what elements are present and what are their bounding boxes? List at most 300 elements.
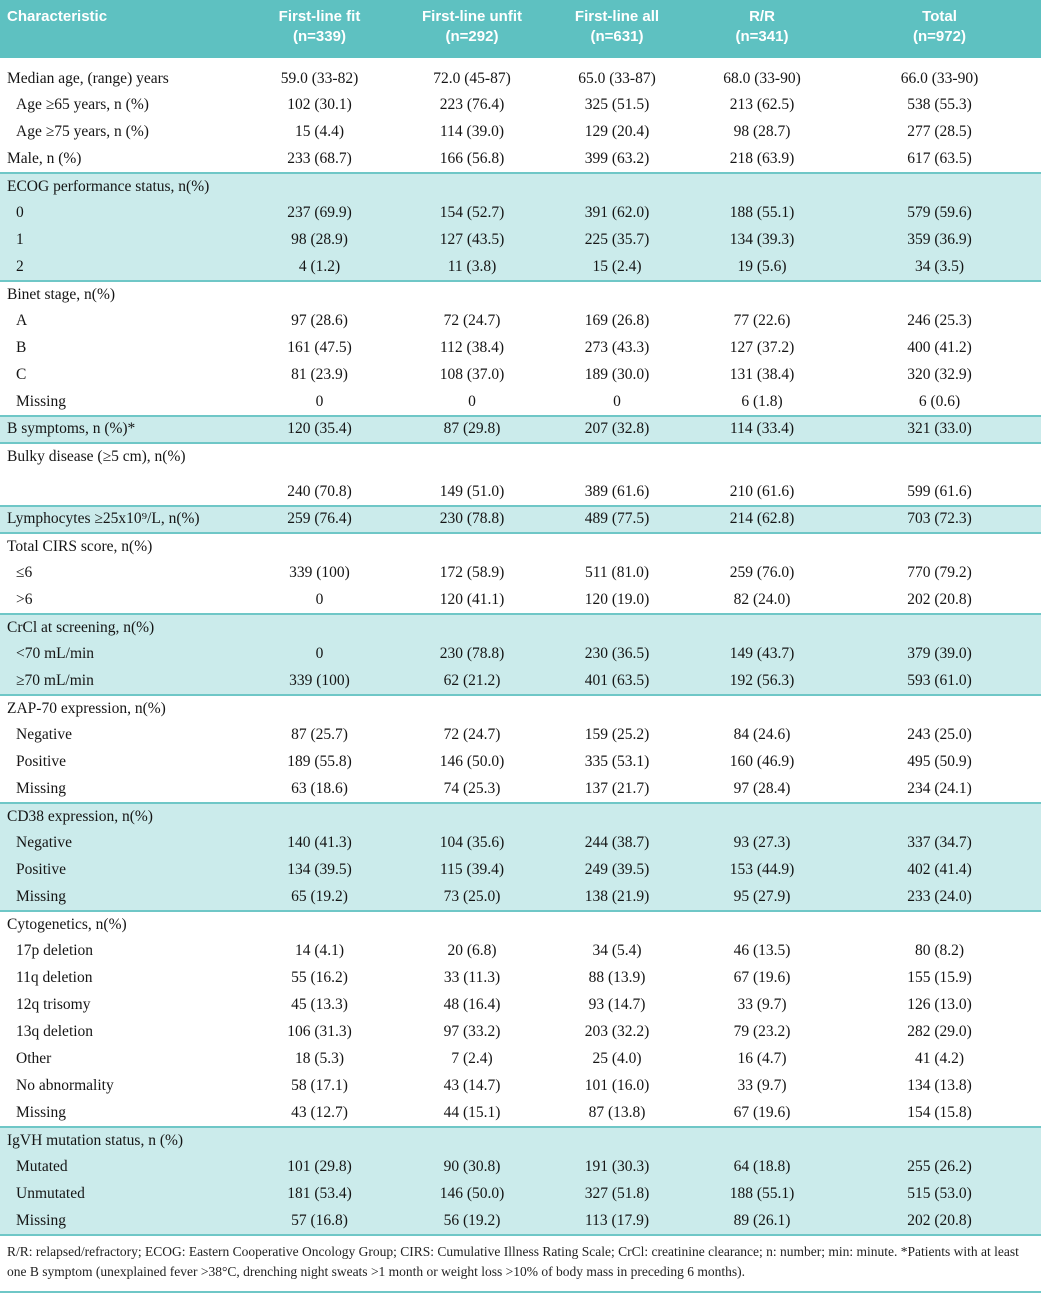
cell: 134 (39.3) bbox=[686, 227, 838, 254]
row-label: 11q deletion bbox=[0, 965, 243, 992]
row-label: C bbox=[0, 362, 243, 389]
cell: 0 bbox=[243, 587, 396, 614]
cell: 0 bbox=[243, 389, 396, 416]
cell: 225 (35.7) bbox=[548, 227, 686, 254]
cell: 34 (5.4) bbox=[548, 938, 686, 965]
cell: 102 (30.1) bbox=[243, 92, 396, 119]
cell: 218 (63.9) bbox=[686, 146, 838, 173]
row-label: No abnormality bbox=[0, 1073, 243, 1100]
table-row bbox=[0, 695, 1041, 722]
cell bbox=[686, 173, 838, 200]
cell: 4 (1.2) bbox=[243, 254, 396, 281]
table-row bbox=[0, 533, 1041, 560]
table-row bbox=[0, 119, 1041, 146]
table-row bbox=[0, 1100, 1041, 1127]
column-n: (n=341) bbox=[690, 27, 834, 47]
table-row bbox=[0, 911, 1041, 938]
cell bbox=[396, 173, 548, 200]
row-label: IgVH mutation status, n (%) bbox=[0, 1127, 243, 1154]
table-row bbox=[0, 668, 1041, 695]
cell: 160 (46.9) bbox=[686, 749, 838, 776]
row-label: Missing bbox=[0, 389, 243, 416]
table-row bbox=[0, 308, 1041, 335]
cell: 599 (61.6) bbox=[838, 470, 1041, 506]
cell: 202 (20.8) bbox=[838, 1208, 1041, 1235]
cell: 120 (41.1) bbox=[396, 587, 548, 614]
cell: 213 (62.5) bbox=[686, 92, 838, 119]
cell bbox=[243, 695, 396, 722]
cell: 146 (50.0) bbox=[396, 749, 548, 776]
table-row bbox=[0, 281, 1041, 308]
table-header bbox=[0, 0, 1041, 58]
table-row bbox=[0, 92, 1041, 119]
cell bbox=[548, 695, 686, 722]
row-label: Male, n (%) bbox=[0, 146, 243, 173]
cell: 391 (62.0) bbox=[548, 200, 686, 227]
cell bbox=[686, 911, 838, 938]
cell: 320 (32.9) bbox=[838, 362, 1041, 389]
cell bbox=[243, 281, 396, 308]
cell: 57 (16.8) bbox=[243, 1208, 396, 1235]
cell: 82 (24.0) bbox=[686, 587, 838, 614]
cell: 593 (61.0) bbox=[838, 668, 1041, 695]
column-label: First-line unfit bbox=[400, 7, 544, 27]
cell bbox=[548, 614, 686, 641]
cell: 489 (77.5) bbox=[548, 506, 686, 533]
table-row bbox=[0, 1073, 1041, 1100]
table-row bbox=[0, 965, 1041, 992]
cell: 149 (43.7) bbox=[686, 641, 838, 668]
cell: 18 (5.3) bbox=[243, 1046, 396, 1073]
cell: 234 (24.1) bbox=[838, 776, 1041, 803]
table-row bbox=[0, 470, 1041, 506]
row-label: Missing bbox=[0, 884, 243, 911]
cell bbox=[686, 443, 838, 470]
cell: 400 (41.2) bbox=[838, 335, 1041, 362]
table-row bbox=[0, 227, 1041, 254]
cell bbox=[838, 803, 1041, 830]
cell: 64 (18.8) bbox=[686, 1154, 838, 1181]
row-label: 2 bbox=[0, 254, 243, 281]
cell: 359 (36.9) bbox=[838, 227, 1041, 254]
row-label: Missing bbox=[0, 1208, 243, 1235]
cell: 97 (28.4) bbox=[686, 776, 838, 803]
cell bbox=[396, 443, 548, 470]
cell: 402 (41.4) bbox=[838, 857, 1041, 884]
cell: 172 (58.9) bbox=[396, 560, 548, 587]
cell: 154 (52.7) bbox=[396, 200, 548, 227]
column-header-first-line-all bbox=[548, 0, 686, 58]
cell: 511 (81.0) bbox=[548, 560, 686, 587]
row-label: 12q trisomy bbox=[0, 992, 243, 1019]
cell: 379 (39.0) bbox=[838, 641, 1041, 668]
column-label: First-line fit bbox=[247, 7, 392, 27]
table-row bbox=[0, 803, 1041, 830]
cell: 127 (37.2) bbox=[686, 335, 838, 362]
cell bbox=[838, 281, 1041, 308]
cell: 68.0 (33-90) bbox=[686, 58, 838, 92]
table-row bbox=[0, 443, 1041, 470]
row-label: Negative bbox=[0, 722, 243, 749]
cell: 273 (43.3) bbox=[548, 335, 686, 362]
row-label: Positive bbox=[0, 857, 243, 884]
cell: 538 (55.3) bbox=[838, 92, 1041, 119]
cell: 230 (78.8) bbox=[396, 641, 548, 668]
row-label bbox=[0, 470, 243, 506]
cell: 138 (21.9) bbox=[548, 884, 686, 911]
cell: 770 (79.2) bbox=[838, 560, 1041, 587]
row-label: CrCl at screening, n(%) bbox=[0, 614, 243, 641]
table-footnote: R/R: relapsed/refractory; ECOG: Eastern Cooperative Oncology Group; CIRS: Cumulative Illness Rating Scale; CrCl: creatinine clearance; n: number; min: minute. *Patients with at least one B symptom (unexplained fever >38°C, drenching night sweats >1 month or weight loss >10% of body mass in preceding 6 months). bbox=[0, 1236, 1041, 1293]
cell: 72.0 (45-87) bbox=[396, 58, 548, 92]
cell: 7 (2.4) bbox=[396, 1046, 548, 1073]
cell: 166 (56.8) bbox=[396, 146, 548, 173]
cell: 45 (13.3) bbox=[243, 992, 396, 1019]
cell bbox=[243, 911, 396, 938]
cell: 146 (50.0) bbox=[396, 1181, 548, 1208]
table-row bbox=[0, 1019, 1041, 1046]
row-label: Age ≥65 years, n (%) bbox=[0, 92, 243, 119]
cell: 495 (50.9) bbox=[838, 749, 1041, 776]
cell: 87 (29.8) bbox=[396, 416, 548, 443]
cell: 389 (61.6) bbox=[548, 470, 686, 506]
row-label: Total CIRS score, n(%) bbox=[0, 533, 243, 560]
cell: 114 (33.4) bbox=[686, 416, 838, 443]
cell: 97 (28.6) bbox=[243, 308, 396, 335]
cell: 90 (30.8) bbox=[396, 1154, 548, 1181]
cell: 33 (9.7) bbox=[686, 992, 838, 1019]
cell bbox=[548, 533, 686, 560]
cell bbox=[243, 803, 396, 830]
cell: 114 (39.0) bbox=[396, 119, 548, 146]
column-n: (n=972) bbox=[842, 27, 1037, 47]
row-label: Median age, (range) years bbox=[0, 58, 243, 92]
cell: 131 (38.4) bbox=[686, 362, 838, 389]
row-label: Mutated bbox=[0, 1154, 243, 1181]
cell: 134 (39.5) bbox=[243, 857, 396, 884]
table-row bbox=[0, 389, 1041, 416]
cell: 84 (24.6) bbox=[686, 722, 838, 749]
cell: 6 (0.6) bbox=[838, 389, 1041, 416]
cell: 33 (9.7) bbox=[686, 1073, 838, 1100]
row-label: Binet stage, n(%) bbox=[0, 281, 243, 308]
cell: 127 (43.5) bbox=[396, 227, 548, 254]
cell: 48 (16.4) bbox=[396, 992, 548, 1019]
cell bbox=[838, 443, 1041, 470]
cell bbox=[548, 803, 686, 830]
cell: 155 (15.9) bbox=[838, 965, 1041, 992]
cell: 214 (62.8) bbox=[686, 506, 838, 533]
cell: 87 (25.7) bbox=[243, 722, 396, 749]
cell: 246 (25.3) bbox=[838, 308, 1041, 335]
cell: 65.0 (33-87) bbox=[548, 58, 686, 92]
table-row bbox=[0, 614, 1041, 641]
row-label: 0 bbox=[0, 200, 243, 227]
cell: 72 (24.7) bbox=[396, 722, 548, 749]
cell: 120 (35.4) bbox=[243, 416, 396, 443]
cell: 112 (38.4) bbox=[396, 335, 548, 362]
cell: 339 (100) bbox=[243, 560, 396, 587]
cell bbox=[243, 1127, 396, 1154]
cell: 66.0 (33-90) bbox=[838, 58, 1041, 92]
cell: 223 (76.4) bbox=[396, 92, 548, 119]
cell bbox=[838, 695, 1041, 722]
table-row bbox=[0, 938, 1041, 965]
cell: 14 (4.1) bbox=[243, 938, 396, 965]
table-row bbox=[0, 857, 1041, 884]
row-label: Cytogenetics, n(%) bbox=[0, 911, 243, 938]
row-label: 13q deletion bbox=[0, 1019, 243, 1046]
cell bbox=[686, 695, 838, 722]
row-label: Age ≥75 years, n (%) bbox=[0, 119, 243, 146]
cell bbox=[838, 1127, 1041, 1154]
cell bbox=[686, 281, 838, 308]
cell: 188 (55.1) bbox=[686, 200, 838, 227]
cell: 33 (11.3) bbox=[396, 965, 548, 992]
cell: 106 (31.3) bbox=[243, 1019, 396, 1046]
cell: 335 (53.1) bbox=[548, 749, 686, 776]
cell bbox=[548, 911, 686, 938]
cell: 93 (14.7) bbox=[548, 992, 686, 1019]
cell: 325 (51.5) bbox=[548, 92, 686, 119]
cell: 277 (28.5) bbox=[838, 119, 1041, 146]
cell: 89 (26.1) bbox=[686, 1208, 838, 1235]
cell: 202 (20.8) bbox=[838, 587, 1041, 614]
cell: 0 bbox=[396, 389, 548, 416]
cell: 259 (76.0) bbox=[686, 560, 838, 587]
cell: 189 (55.8) bbox=[243, 749, 396, 776]
column-header-rr bbox=[686, 0, 838, 58]
cell: 203 (32.2) bbox=[548, 1019, 686, 1046]
cell: 327 (51.8) bbox=[548, 1181, 686, 1208]
row-label: ≥70 mL/min bbox=[0, 668, 243, 695]
row-label: Other bbox=[0, 1046, 243, 1073]
cell bbox=[548, 173, 686, 200]
cell bbox=[686, 1127, 838, 1154]
cell: 58 (17.1) bbox=[243, 1073, 396, 1100]
cell: 25 (4.0) bbox=[548, 1046, 686, 1073]
cell: 401 (63.5) bbox=[548, 668, 686, 695]
row-label: A bbox=[0, 308, 243, 335]
cell: 137 (21.7) bbox=[548, 776, 686, 803]
column-label: Total bbox=[842, 7, 1037, 27]
cell bbox=[396, 803, 548, 830]
cell: 210 (61.6) bbox=[686, 470, 838, 506]
cell bbox=[243, 443, 396, 470]
cell: 16 (4.7) bbox=[686, 1046, 838, 1073]
column-n: (n=292) bbox=[400, 27, 544, 47]
table-body bbox=[0, 58, 1041, 1235]
cell: 259 (76.4) bbox=[243, 506, 396, 533]
table-row bbox=[0, 830, 1041, 857]
table-row bbox=[0, 362, 1041, 389]
cell bbox=[548, 1127, 686, 1154]
cell: 321 (33.0) bbox=[838, 416, 1041, 443]
cell bbox=[243, 173, 396, 200]
cell: 72 (24.7) bbox=[396, 308, 548, 335]
row-label: Negative bbox=[0, 830, 243, 857]
cell: 126 (13.0) bbox=[838, 992, 1041, 1019]
cell: 104 (35.6) bbox=[396, 830, 548, 857]
cell bbox=[396, 281, 548, 308]
cell: 129 (20.4) bbox=[548, 119, 686, 146]
cell: 43 (12.7) bbox=[243, 1100, 396, 1127]
row-label: B bbox=[0, 335, 243, 362]
row-label: CD38 expression, n(%) bbox=[0, 803, 243, 830]
cell bbox=[548, 281, 686, 308]
cell: 98 (28.7) bbox=[686, 119, 838, 146]
cell: 617 (63.5) bbox=[838, 146, 1041, 173]
row-label: ≤6 bbox=[0, 560, 243, 587]
cell: 56 (19.2) bbox=[396, 1208, 548, 1235]
table-row bbox=[0, 1046, 1041, 1073]
cell bbox=[838, 173, 1041, 200]
row-label: Bulky disease (≥5 cm), n(%) bbox=[0, 443, 243, 470]
cell: 87 (13.8) bbox=[548, 1100, 686, 1127]
row-label: Missing bbox=[0, 776, 243, 803]
table-row bbox=[0, 776, 1041, 803]
cell: 44 (15.1) bbox=[396, 1100, 548, 1127]
table-row bbox=[0, 335, 1041, 362]
cell: 20 (6.8) bbox=[396, 938, 548, 965]
table-row bbox=[0, 173, 1041, 200]
cell: 399 (63.2) bbox=[548, 146, 686, 173]
cell: 19 (5.6) bbox=[686, 254, 838, 281]
column-header-characteristic bbox=[0, 0, 243, 58]
cell bbox=[838, 614, 1041, 641]
cell: 0 bbox=[243, 641, 396, 668]
cell: 339 (100) bbox=[243, 668, 396, 695]
cell: 244 (38.7) bbox=[548, 830, 686, 857]
cell: 233 (68.7) bbox=[243, 146, 396, 173]
column-label: Characteristic bbox=[7, 8, 107, 25]
row-label: Unmutated bbox=[0, 1181, 243, 1208]
table-row bbox=[0, 254, 1041, 281]
cell: 74 (25.3) bbox=[396, 776, 548, 803]
cell: 188 (55.1) bbox=[686, 1181, 838, 1208]
table-row bbox=[0, 749, 1041, 776]
cell: 161 (47.5) bbox=[243, 335, 396, 362]
cell: 65 (19.2) bbox=[243, 884, 396, 911]
cell: 81 (23.9) bbox=[243, 362, 396, 389]
table-row bbox=[0, 1154, 1041, 1181]
cell: 703 (72.3) bbox=[838, 506, 1041, 533]
cell: 97 (33.2) bbox=[396, 1019, 548, 1046]
cell: 88 (13.9) bbox=[548, 965, 686, 992]
cell: 95 (27.9) bbox=[686, 884, 838, 911]
cell: 153 (44.9) bbox=[686, 857, 838, 884]
cell bbox=[396, 1127, 548, 1154]
cell: 41 (4.2) bbox=[838, 1046, 1041, 1073]
cell: 159 (25.2) bbox=[548, 722, 686, 749]
cell: 191 (30.3) bbox=[548, 1154, 686, 1181]
cell: 79 (23.2) bbox=[686, 1019, 838, 1046]
column-header-total bbox=[838, 0, 1041, 58]
row-label: ECOG performance status, n(%) bbox=[0, 173, 243, 200]
cell: 169 (26.8) bbox=[548, 308, 686, 335]
cell: 337 (34.7) bbox=[838, 830, 1041, 857]
table-row bbox=[0, 146, 1041, 173]
cell: 140 (41.3) bbox=[243, 830, 396, 857]
cell: 181 (53.4) bbox=[243, 1181, 396, 1208]
cell: 115 (39.4) bbox=[396, 857, 548, 884]
row-label: <70 mL/min bbox=[0, 641, 243, 668]
cell bbox=[686, 533, 838, 560]
row-label: Lymphocytes ≥25x10⁹/L, n(%) bbox=[0, 506, 243, 533]
cell: 101 (29.8) bbox=[243, 1154, 396, 1181]
cell: 255 (26.2) bbox=[838, 1154, 1041, 1181]
table-row bbox=[0, 416, 1041, 443]
cell: 15 (2.4) bbox=[548, 254, 686, 281]
cell: 192 (56.3) bbox=[686, 668, 838, 695]
row-label: ZAP-70 expression, n(%) bbox=[0, 695, 243, 722]
row-label: >6 bbox=[0, 587, 243, 614]
column-label: R/R bbox=[690, 7, 834, 27]
table-row bbox=[0, 200, 1041, 227]
cell: 0 bbox=[548, 389, 686, 416]
cell: 46 (13.5) bbox=[686, 938, 838, 965]
cell: 230 (78.8) bbox=[396, 506, 548, 533]
cell bbox=[686, 614, 838, 641]
table-row bbox=[0, 58, 1041, 92]
table-row bbox=[0, 722, 1041, 749]
table-row bbox=[0, 1208, 1041, 1235]
cell: 63 (18.6) bbox=[243, 776, 396, 803]
cell: 55 (16.2) bbox=[243, 965, 396, 992]
cell: 240 (70.8) bbox=[243, 470, 396, 506]
cell: 6 (1.8) bbox=[686, 389, 838, 416]
column-header-first-line-fit bbox=[243, 0, 396, 58]
column-n: (n=631) bbox=[552, 27, 682, 47]
cell bbox=[243, 533, 396, 560]
cell: 120 (19.0) bbox=[548, 587, 686, 614]
table-row bbox=[0, 587, 1041, 614]
cell: 101 (16.0) bbox=[548, 1073, 686, 1100]
cell: 62 (21.2) bbox=[396, 668, 548, 695]
cell: 67 (19.6) bbox=[686, 1100, 838, 1127]
cell: 59.0 (33-82) bbox=[243, 58, 396, 92]
cell: 189 (30.0) bbox=[548, 362, 686, 389]
cell: 34 (3.5) bbox=[838, 254, 1041, 281]
cell bbox=[243, 614, 396, 641]
table-row bbox=[0, 1181, 1041, 1208]
cell bbox=[838, 533, 1041, 560]
cell bbox=[396, 911, 548, 938]
cell: 73 (25.0) bbox=[396, 884, 548, 911]
cell: 237 (69.9) bbox=[243, 200, 396, 227]
cell bbox=[686, 803, 838, 830]
cell: 134 (13.8) bbox=[838, 1073, 1041, 1100]
cell: 93 (27.3) bbox=[686, 830, 838, 857]
row-label: 1 bbox=[0, 227, 243, 254]
cell: 80 (8.2) bbox=[838, 938, 1041, 965]
table-row bbox=[0, 884, 1041, 911]
cell bbox=[548, 443, 686, 470]
cell: 113 (17.9) bbox=[548, 1208, 686, 1235]
cell: 515 (53.0) bbox=[838, 1181, 1041, 1208]
cell bbox=[838, 911, 1041, 938]
column-n: (n=339) bbox=[247, 27, 392, 47]
row-label: 17p deletion bbox=[0, 938, 243, 965]
column-header-first-line-unfit bbox=[396, 0, 548, 58]
cell: 282 (29.0) bbox=[838, 1019, 1041, 1046]
table-row bbox=[0, 1127, 1041, 1154]
cell: 230 (36.5) bbox=[548, 641, 686, 668]
cell bbox=[396, 614, 548, 641]
cell: 249 (39.5) bbox=[548, 857, 686, 884]
table-row bbox=[0, 992, 1041, 1019]
cell: 11 (3.8) bbox=[396, 254, 548, 281]
